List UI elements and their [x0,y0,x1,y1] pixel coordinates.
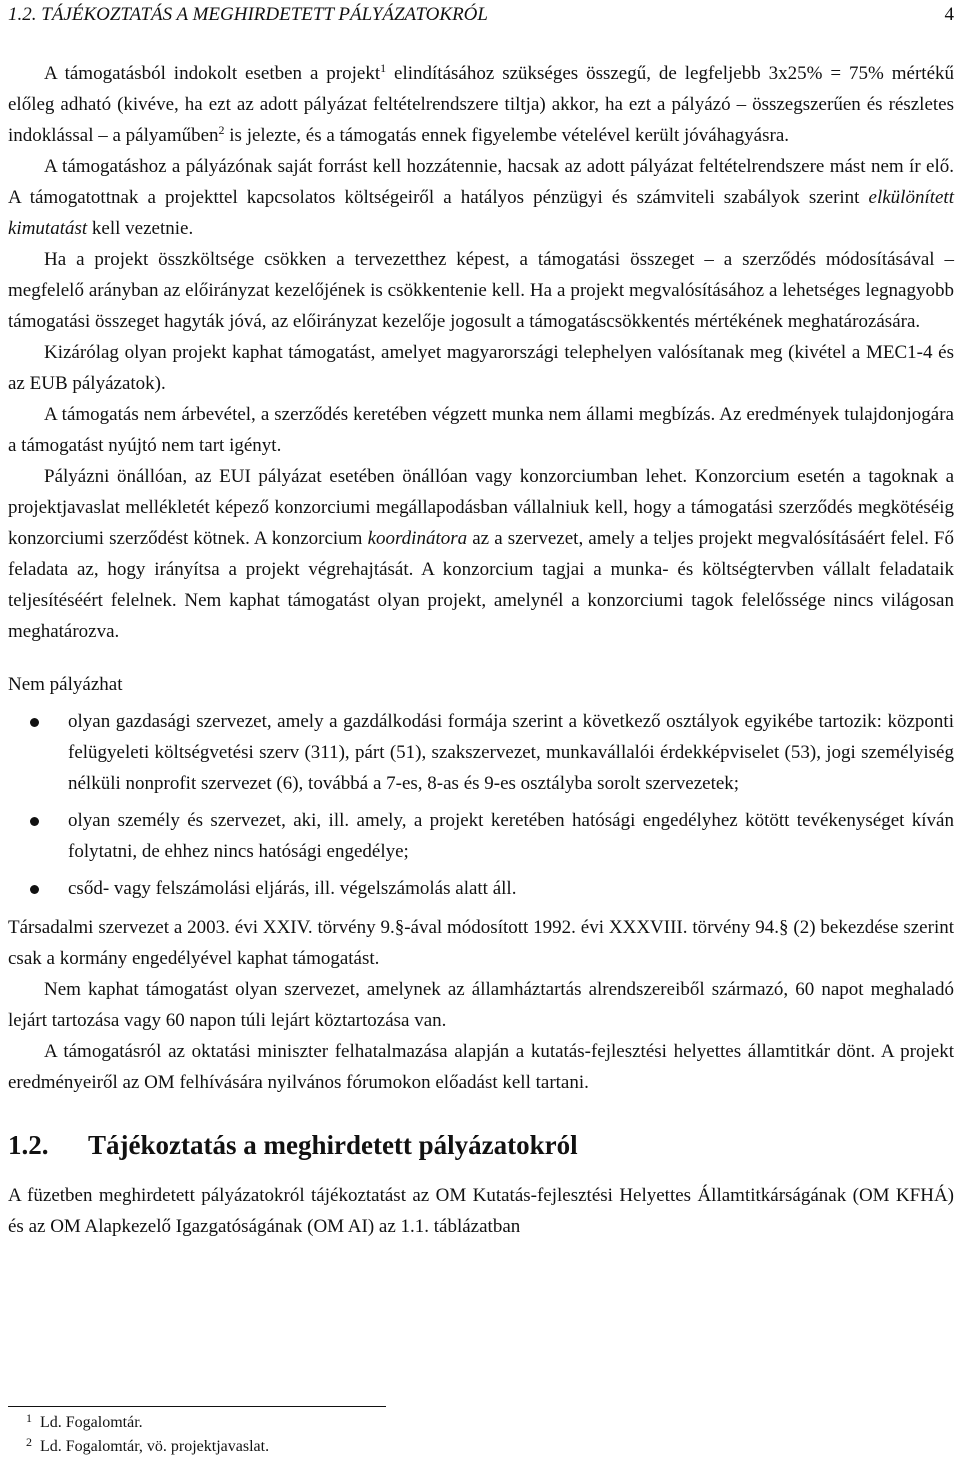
footnote-text: Ld. Fogalomtár, vö. projektjavaslat. [40,1438,270,1455]
bullet-icon [30,885,39,894]
section-number: 1.2. [8,1130,49,1160]
paragraph-advance-payment [8,58,954,151]
page-number: 4 [944,4,954,25]
paragraph-consortium [8,461,954,647]
heading-not-eligible: Nem pályázhat [8,674,123,695]
paragraph-text: Pályázni önállóan, az EUI pályázat esetében önállóan vagy konzorciumban lehet. Konzorcium esetén a tagoknak a projektjavaslat mellékletét képező konzorciumi megállapodásban vállalniuk kell, hogy a támogatási szerződés megkötéséig konzorciumi szerződést kötnek. A konzorcium [8,466,954,549]
paragraph-text: A támogatáshoz a pályázónak saját forrást kell hozzátennie, hacsak az adott pályázat feltételrendszere mást nem ír elő. A támogatottnak a projekttel kapcsolatos költségeiről a hatályos pénzügyi és számviteli szabályok szerint [8,156,954,208]
running-header-title: 1.2. TÁJÉKOZTATÁS A MEGHIRDETETT PÁLYÁZATOKRÓL [8,4,488,25]
section-intro: A füzetben meghirdetett pályázatokról tájékoztatást az OM Kutatás-fejlesztési Helyettes Államtitkárságának (OM KFHÁ) és az OM Alapkezelő Igazgatóságának (OM AI) az 1.1. táblázatban [8,1185,954,1237]
bullet-icon [30,718,39,727]
footnote-2 [8,1435,608,1459]
list-item-text: olyan személy és szervezet, aki, ill. amely, a projekt keretében hatósági engedélyhez kötött tevékenységet kíván folytatni, de ehhez nincs hatósági engedélye; [68,810,954,862]
bullet-list [8,706,954,904]
paragraph-decision: A támogatásról az oktatási miniszter felhatalmazása alapján a kutatás-fejlesztési helyettes államtitkár dönt. A projekt eredményeiről az OM felhívására nyilvános fórumokon előadást kell tartani. [8,1041,954,1093]
spacer [8,647,954,669]
paragraph-debt: Nem kaphat támogatást olyan szervezet, amelynek az államháztartás alrendszereiből származó, 60 napot meghaladó lejárt tartozása vagy 60 napon túli lejárt köztartozása van. [8,979,954,1031]
section-heading [8,1128,954,1162]
paragraph-text: is jelezte, és a támogatás ennek figyelembe vételével került jóváhagyásra. [224,125,790,146]
footnotes [8,1411,608,1459]
footnote-mark: 2 [26,1435,32,1449]
footnote-divider [8,1406,386,1407]
list-item-text: olyan gazdasági szervezet, amely a gazdálkodási formája szerint a következő osztályok egyikébe tartozik: központi felügyeleti költségvetési szerv (311), párt (51), szakszervezet, munkavállalói érdekképviselet (53), jogi személyiség nélküli nonprofit szervezet (6), továbbá a 7-es, 8-as és 9-es osztályba sorolt szervezetek; [68,711,954,794]
bullet-icon [30,817,39,826]
footnote-text: Ld. Fogalomtár. [40,1414,143,1431]
paragraph-text: az a szervezet, amely a teljes projekt megvalósításáért felel. Fő feladata az, hogy irányítsa a projekt végrehajtását. A konzorcium tagjai a munka- és költségtervben vállalt feladataik teljesítéséért felelnek. Nem kaphat támogatást olyan projekt, amelynél a konzorciumi tagok felelőssége nincs világosan meghatározva. [8,528,954,642]
paragraph-text: elindításához szükséges összegű, de legfeljebb 3x25% = 75% mértékű előleg adható (kivéve, ha ezt az adott pályázat feltételrendszere tiltja) akkor, ha ezt a pályázó – összegszerűen és részletes indoklással – a pályaműben [8,63,954,146]
paragraph-cost-reduction: Ha a projekt összköltsége csökken a tervezetthez képest, a támogatási összeget – a szerződés módosításával – megfelelő arányban az előirányzat kezelőjének is csökkentenie kell. Ha a projekt megvalósításához a lehetséges legnagyobb támogatási összeget hagyták jóvá, az előirányzat kezelője jogosult a támogatáscsökkentés mértékének meghatározására. [8,249,954,332]
paragraph-text: kell vezetnie. [87,218,194,239]
emphasis-text: koordinátora [367,528,468,549]
list-item [8,873,954,904]
running-header [8,4,954,30]
emphasis-text: elkülönített kimutatást [8,187,954,239]
footnote-ref-1: 1 [380,61,387,75]
paragraph-text: A támogatásból indokolt esetben a projekt [44,63,381,84]
list-item [8,805,954,867]
paragraph-social-organization: Társadalmi szervezet a 2003. évi XXIV. törvény 9.§-ával módosított 1992. évi XXXVIII. törvény 94.§ (2) bekezdése szerint csak a kormány engedélyével kaphat támogatást. [8,917,954,969]
footnote-mark: 1 [26,1411,32,1425]
body-text [8,58,954,1242]
footnote-ref-2: 2 [218,123,225,137]
list-item-text: csőd- vagy felszámolási eljárás, ill. végelszámolás alatt áll. [68,878,517,899]
paragraph-own-resources [8,151,954,244]
footnote-1 [8,1411,608,1435]
paragraph-ownership: A támogatás nem árbevétel, a szerződés keretében végzett munka nem állami megbízás. Az eredmények tulajdonjogára a támogatást nyújtó nem tart igényt. [8,404,954,456]
section-title: Tájékoztatás a meghirdetett pályázatokról [88,1130,578,1160]
list-item [8,706,954,799]
paragraph-location: Kizárólag olyan projekt kaphat támogatást, amelyet magyarországi telephelyen valósítanak meg (kivétel a MEC1-4 és az EUB pályázatok). [8,342,954,394]
